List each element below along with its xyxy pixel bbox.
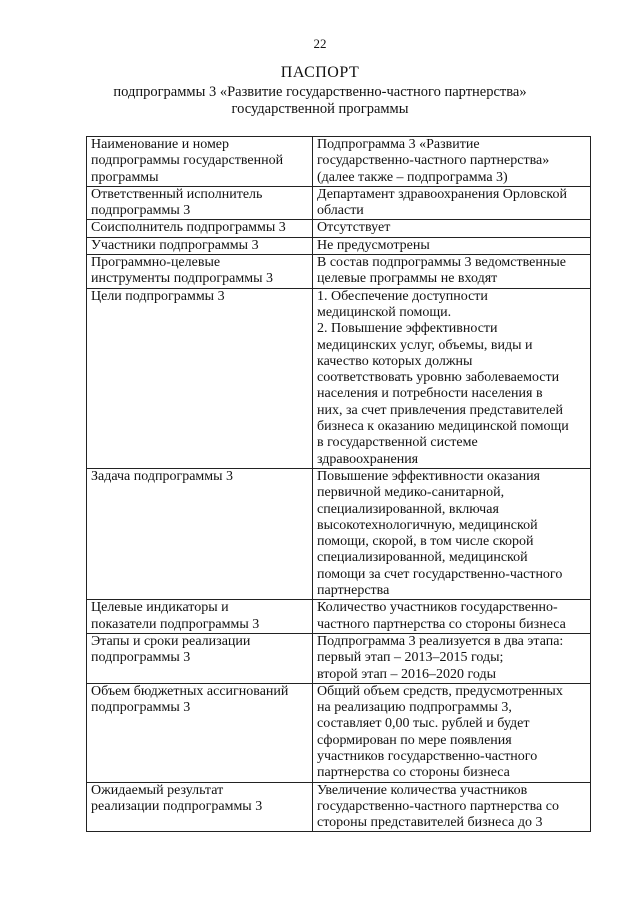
subtitle-line: государственной программы [231, 101, 409, 117]
row-value-line: (далее также – подпрограмма 3) [317, 169, 508, 185]
row-label-line: Объем бюджетных ассигнований [91, 683, 289, 699]
table-row [87, 137, 591, 187]
row-label-cell [87, 782, 313, 832]
row-value-line: Отсутствует [317, 220, 391, 236]
row-value-line: партнерства [317, 583, 390, 599]
row-label-cell [87, 468, 313, 599]
table-row [87, 782, 591, 832]
row-value-line: 1. Обеспечение доступности [317, 288, 488, 304]
row-label-line: Ответственный исполнитель [91, 186, 263, 202]
row-label-line: реализации подпрограммы 3 [91, 798, 263, 814]
row-value-line: первый этап – 2013–2015 годы; [317, 650, 504, 666]
row-value-cell [313, 220, 591, 237]
table-row [87, 186, 591, 220]
row-label-cell [87, 683, 313, 782]
row-label-cell [87, 600, 313, 634]
row-value-line: Количество участников государственно- [317, 600, 558, 616]
row-value-cell [313, 237, 591, 254]
table-row [87, 633, 591, 683]
row-value-line: Не предусмотрены [317, 237, 430, 253]
row-label-line: инструменты подпрограммы 3 [91, 271, 273, 287]
row-value-line: бизнеса к оказанию медицинской помощи [317, 419, 569, 435]
row-label-line: показатели подпрограммы 3 [91, 616, 260, 632]
table-row [87, 600, 591, 634]
row-value-line: них, за счет привлечения представителей [317, 402, 563, 418]
row-label-line: подпрограммы 3 [91, 203, 191, 219]
row-value-line: Департамент здравоохранения Орловской [317, 186, 568, 202]
row-value-line: на реализацию подпрограммы 3, [317, 700, 512, 716]
row-label-line: Участники подпрограммы 3 [91, 237, 259, 253]
row-value-line: первичной медико-санитарной, [317, 485, 505, 501]
passport-table-body [87, 137, 591, 832]
row-label-line: подпрограммы 3 [91, 650, 191, 666]
row-value-line: медицинской помощи. [317, 304, 452, 320]
row-value-line: государственно-частного партнерства со [317, 798, 559, 814]
row-label-cell [87, 288, 313, 468]
row-label-cell [87, 186, 313, 220]
table-row [87, 255, 591, 289]
row-value-line: помощи, скорой, в том числе скорой [317, 534, 534, 550]
document-subtitle [0, 84, 640, 118]
row-value-line: Подпрограмма 3 реализуется в два этапа: [317, 633, 564, 649]
page-number: 22 [313, 36, 327, 51]
row-value-line: населения и потребности населения в [317, 386, 543, 402]
row-value-line: высокотехнологичную, медицинской [317, 517, 538, 533]
row-value-cell [313, 255, 591, 289]
table-row [87, 683, 591, 782]
row-value-line: целевые программы не входят [317, 271, 498, 287]
row-value-line: сформирован по мере появления [317, 732, 512, 748]
passport-table [86, 136, 591, 832]
row-value-line: партнерства со стороны бизнеса [317, 765, 510, 781]
row-label-line: Ожидаемый результат [91, 782, 224, 798]
row-value-line: области [317, 203, 364, 219]
row-value-cell [313, 600, 591, 634]
row-value-line: частного партнерства со стороны бизнеса [317, 616, 566, 632]
row-value-line: помощи за счет государственно-частного [317, 566, 563, 582]
row-label-line: подпрограммы государственной [91, 153, 284, 169]
row-value-cell [313, 288, 591, 468]
row-label-line: программы [91, 169, 159, 185]
table-row [87, 220, 591, 237]
row-value-line: стороны представителей бизнеса до 3 [317, 815, 543, 831]
row-value-line: составляет 0,00 тыс. рублей и будет [317, 716, 530, 732]
row-label-line: Этапы и сроки реализации [91, 633, 251, 649]
row-label-line: Целевые индикаторы и [91, 600, 229, 616]
row-value-line: второй этап – 2016–2020 годы [317, 666, 497, 682]
document-title: ПАСПОРТ [280, 64, 360, 81]
row-label-line: подпрограммы 3 [91, 700, 191, 716]
row-value-line: Увеличение количества участников [317, 782, 528, 798]
row-value-cell [313, 468, 591, 599]
row-value-line: Подпрограмма 3 «Развитие [317, 137, 480, 152]
row-value-cell [313, 683, 591, 782]
row-label-line: Наименование и номер [91, 137, 230, 152]
row-value-line: 2. Повышение эффективности [317, 321, 498, 337]
row-value-line: специализированной, медицинской [317, 550, 528, 566]
row-value-line: в государственной системе [317, 435, 478, 451]
row-value-line: медицинских услуг, объемы, виды и [317, 337, 533, 353]
row-value-line: специализированной, включая [317, 501, 499, 517]
row-label-line: Соисполнитель подпрограммы 3 [91, 220, 286, 236]
row-label-line: Программно-целевые [91, 255, 221, 271]
row-value-line: Общий объем средств, предусмотренных [317, 683, 563, 699]
row-value-line: качество которых должны [317, 353, 473, 369]
row-value-cell [313, 782, 591, 832]
row-value-line: соответствовать уровню заболеваемости [317, 370, 560, 386]
row-value-cell [313, 633, 591, 683]
row-label-line: Задача подпрограммы 3 [91, 468, 234, 484]
row-label-cell [87, 255, 313, 289]
row-label-cell [87, 137, 313, 187]
row-label-line: Цели подпрограммы 3 [91, 288, 225, 304]
table-row [87, 468, 591, 599]
row-value-cell [313, 137, 591, 187]
row-value-line: здравоохранения [317, 451, 419, 467]
row-value-line: Повышение эффективности оказания [317, 468, 540, 484]
row-value-line: В состав подпрограммы 3 ведомственные [317, 255, 566, 271]
row-label-cell [87, 220, 313, 237]
subtitle-line: подпрограммы 3 «Развитие государственно-частного партнерства» [113, 84, 527, 100]
row-value-line: государственно-частного партнерства» [317, 153, 550, 169]
row-label-cell [87, 633, 313, 683]
table-row [87, 288, 591, 468]
row-value-cell [313, 186, 591, 220]
row-value-line: участников государственно-частного [317, 748, 538, 764]
table-row [87, 237, 591, 254]
row-label-cell [87, 237, 313, 254]
